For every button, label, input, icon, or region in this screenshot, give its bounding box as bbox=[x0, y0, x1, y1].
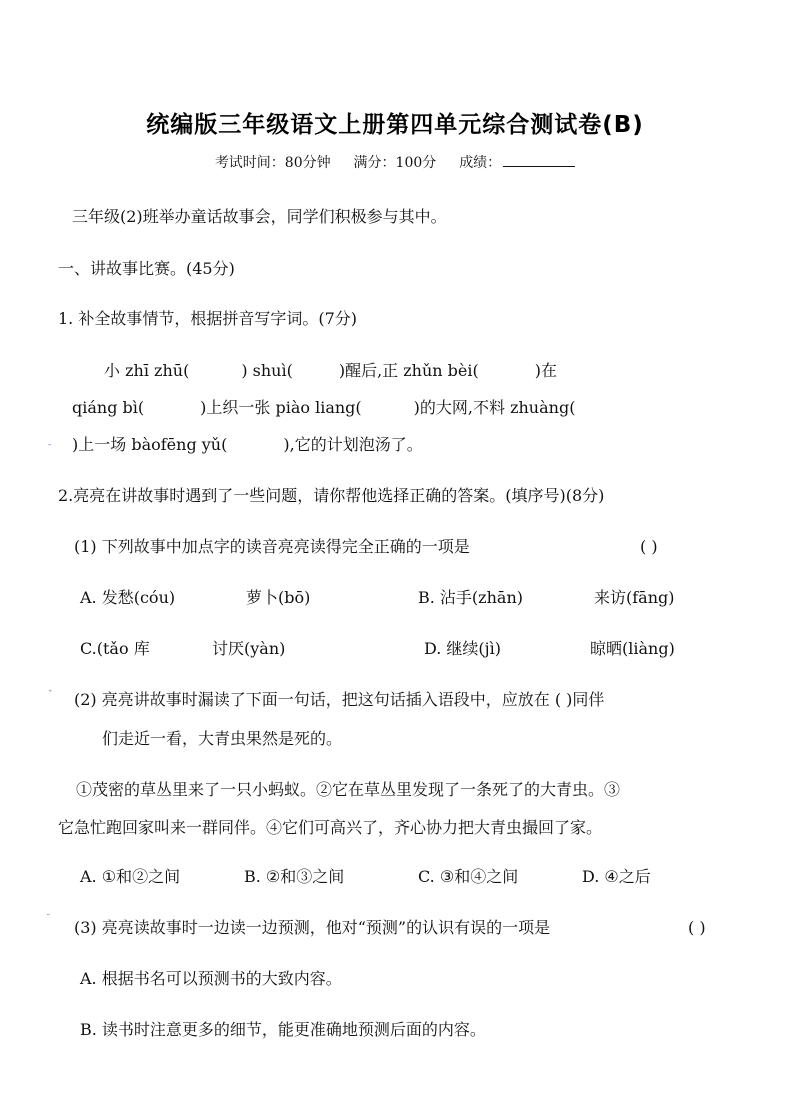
exam-meta bbox=[0, 152, 790, 174]
pinyin-seg: ) shuì( bbox=[241, 361, 293, 380]
exam-time: 考试时间：80分钟 bbox=[214, 155, 331, 171]
margin-mark: ˇ bbox=[48, 690, 53, 700]
pinyin-seg: )上织一张 piào liang( bbox=[200, 398, 362, 417]
sub1-option-d2: 晾晒(liàng) bbox=[590, 639, 675, 658]
intro-text: 三年级(2)班举办童话故事会，同学们积极参与其中。 bbox=[72, 207, 447, 226]
full-score: 满分：100分 bbox=[353, 155, 437, 171]
sub2-passage-line-2: 它急忙跑回家叫来一群同伴。④它们可高兴了，齐心协力把大青虫撮回了家。 bbox=[58, 818, 603, 837]
score-label: 成绩： bbox=[459, 155, 502, 171]
sub1-option-c1: C.(tǎo 库 bbox=[80, 639, 150, 658]
sub1-option-a2: 萝卜(bō) bbox=[246, 588, 311, 607]
pinyin-seg: 小 zhī zhū( bbox=[104, 361, 190, 380]
sub3-stem: (3) 亮亮读故事时一边读一边预测，他对“预测”的认识有误的一项是 bbox=[74, 918, 551, 937]
pinyin-seg: )上一场 bàofēng yǔ( bbox=[72, 435, 228, 454]
sub2-stem-line-1: (2) 亮亮讲故事时漏读了下面一句话，把这句话插入语段中，应放在 ( )同伴 bbox=[74, 690, 605, 709]
pinyin-line-2 bbox=[72, 397, 575, 419]
pinyin-seg: )的大网,不料 zhuàng( bbox=[413, 398, 576, 417]
question-2-prompt: 2.亮亮在讲故事时遇到了一些问题，请你帮他选择正确的答案。(填序号)(8分) bbox=[58, 486, 605, 505]
score-blank bbox=[503, 152, 575, 167]
sub2-option-a: A. ①和②之间 bbox=[80, 867, 181, 886]
page-title: 统编版三年级语文上册第四单元综合测试卷(B) bbox=[146, 112, 644, 138]
pinyin-seg: )醒后,正 zhǔn bèi( bbox=[338, 361, 479, 380]
sub2-option-d: D. ④之后 bbox=[582, 867, 651, 886]
sub2-passage-line-1: ①茂密的草丛里来了一只小蚂蚁。②它在草丛里发现了一条死了的大青虫。③ bbox=[76, 780, 621, 799]
sub1-option-c2: 讨厌(yàn) bbox=[212, 639, 286, 658]
sub1-option-b1: B. 沾手(zhān) bbox=[418, 588, 523, 607]
sub1-option-b2: 来访(fāng) bbox=[594, 588, 675, 607]
sub2-option-c: C. ③和④之间 bbox=[418, 867, 519, 886]
sub3-answer-paren: ( ) bbox=[688, 918, 706, 937]
sub3-option-a: A. 根据书名可以预测书的大致内容。 bbox=[80, 969, 342, 988]
sub2-stem-line-2: 们走近一看，大青虫果然是死的。 bbox=[102, 729, 343, 748]
margin-mark: ˘ bbox=[46, 914, 51, 924]
sub3-option-b: B. 读书时注意更多的细节，能更准确地预测后面的内容。 bbox=[80, 1020, 486, 1039]
sub2-option-b: B. ②和③之间 bbox=[244, 867, 345, 886]
sub1-option-a1: A. 发愁(cóu) bbox=[80, 588, 176, 607]
sub1-option-d1: D. 继续(jì) bbox=[424, 639, 501, 658]
pinyin-line-1 bbox=[104, 360, 557, 382]
section-heading: 一、讲故事比赛。(45分) bbox=[58, 259, 235, 278]
pinyin-seg: )在 bbox=[534, 361, 557, 380]
pinyin-seg: qiáng bì( bbox=[72, 398, 145, 417]
pinyin-seg: ),它的计划泡汤了。 bbox=[283, 435, 423, 454]
sub1-answer-paren: ( ) bbox=[640, 537, 658, 556]
question-1-prompt: 1. 补全故事情节，根据拼音写字词。(7分) bbox=[58, 309, 358, 328]
margin-mark: - bbox=[48, 440, 52, 450]
sub1-stem: (1) 下列故事中加点字的读音亮亮读得完全正确的一项是 bbox=[74, 537, 470, 556]
pinyin-line-3 bbox=[72, 434, 423, 456]
